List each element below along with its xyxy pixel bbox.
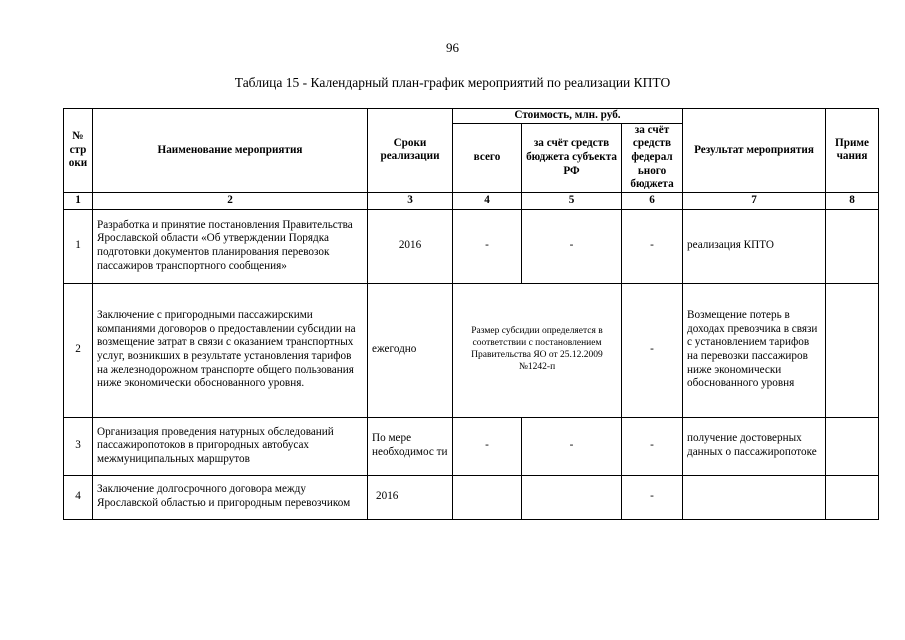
row-total: - <box>453 209 522 283</box>
row-notes <box>826 283 879 417</box>
row-federal: - <box>622 417 683 475</box>
row-merged-cost: Размер субсидии определяется в соответствии с постановлением Правительства ЯО от 25.12.2009 №1242-п <box>453 283 622 417</box>
row-notes <box>826 417 879 475</box>
row-name: Заключение долгосрочного договора между Ярославской областью и пригородным перевозчиком <box>93 475 368 519</box>
header-terms: Сроки реализации <box>368 109 453 193</box>
row-name: Разработка и принятие постановления Правительства Ярославской области «Об утверждении Порядка подготовки документов планирования перевозок пассажиров транспортного сообщения» <box>93 209 368 283</box>
column-number: 4 <box>453 192 522 209</box>
row-regional <box>522 475 622 519</box>
column-number-row <box>64 192 879 209</box>
header-result: Результат мероприятия <box>683 109 826 193</box>
row-federal: - <box>622 475 683 519</box>
row-notes <box>826 209 879 283</box>
header-name: Наименование мероприятия <box>93 109 368 193</box>
row-number: 2 <box>64 283 93 417</box>
table-row <box>64 209 879 283</box>
row-terms: 2016 <box>368 475 453 519</box>
row-number: 3 <box>64 417 93 475</box>
column-number: 8 <box>826 192 879 209</box>
column-number: 7 <box>683 192 826 209</box>
table-row <box>64 283 879 417</box>
row-result <box>683 475 826 519</box>
row-regional: - <box>522 209 622 283</box>
row-number: 1 <box>64 209 93 283</box>
row-regional: - <box>522 417 622 475</box>
header-row-no: № стр оки <box>64 109 93 193</box>
header-federal: за счёт средств федерал ьного бюджета <box>622 123 683 192</box>
column-number: 3 <box>368 192 453 209</box>
row-terms: По мере необходимос ти <box>368 417 453 475</box>
page-number: 96 <box>446 40 459 55</box>
header-row <box>64 109 879 124</box>
row-result: реализация КПТО <box>683 209 826 283</box>
header-cost-group: Стоимость, млн. руб. <box>453 109 683 124</box>
row-notes <box>826 475 879 519</box>
row-result: Возмещение потерь в доходах превозчика в связи с установлением тарифов на перевозки пассажиров ниже экономически обоснованного уровня <box>683 283 826 417</box>
column-number: 5 <box>522 192 622 209</box>
plan-table <box>63 108 879 520</box>
header-regional: за счёт средств бюджета субъекта РФ <box>522 123 622 192</box>
row-federal: - <box>622 209 683 283</box>
column-number: 6 <box>622 192 683 209</box>
row-number: 4 <box>64 475 93 519</box>
column-number: 1 <box>64 192 93 209</box>
header-total: всего <box>453 123 522 192</box>
table-caption: Таблица 15 - Календарный план-график мероприятий по реализации КПТО <box>234 75 671 90</box>
row-federal: - <box>622 283 683 417</box>
row-terms: 2016 <box>368 209 453 283</box>
row-terms: ежегодно <box>368 283 453 417</box>
row-result: получение достоверных данных о пассажиропотоке <box>683 417 826 475</box>
row-name: Организация проведения натурных обследований пассажиропотоков в пригородных автобусах межмуниципальных маршрутов <box>93 417 368 475</box>
table-row <box>64 475 879 519</box>
header-notes: Приме чания <box>826 109 879 193</box>
row-total: - <box>453 417 522 475</box>
column-number: 2 <box>93 192 368 209</box>
table-row <box>64 417 879 475</box>
row-total <box>453 475 522 519</box>
row-name: Заключение с пригородными пассажирскими компаниями договоров о предоставлении субсидии на возмещение затрат в связи с оказанием транспортных услуг, возникших в результате установления тарифов на железнодорожном транспорте общего пользования ниже экономически обоснованного уровня. <box>93 283 368 417</box>
